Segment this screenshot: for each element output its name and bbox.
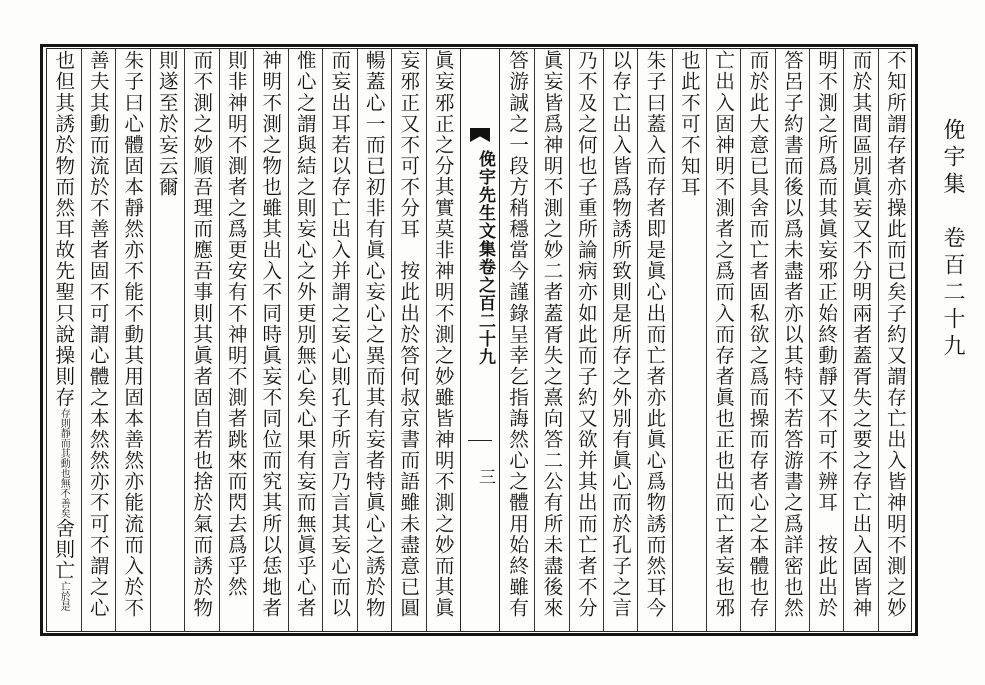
column-rule bbox=[706, 48, 707, 632]
column-rule bbox=[603, 48, 604, 632]
column-rule bbox=[426, 48, 427, 632]
text-column bbox=[534, 50, 570, 630]
column-rule bbox=[534, 48, 535, 632]
column-rule bbox=[672, 48, 673, 632]
text-column bbox=[390, 50, 426, 630]
text-column bbox=[843, 50, 879, 630]
column-text: 乃不及之何也子重所論病亦如此而子約又欲并其出而亡者不分 bbox=[574, 50, 598, 619]
text-column bbox=[425, 50, 461, 630]
text-column bbox=[774, 50, 810, 630]
running-head: 俛宇集 卷百二十九 bbox=[940, 118, 965, 361]
text-column bbox=[705, 50, 741, 630]
column-text: 朱子曰蓋入而存者即是眞心出而亡者亦此眞心爲物誘而然耳今 bbox=[643, 50, 667, 619]
text-column bbox=[877, 50, 913, 630]
column-rule bbox=[184, 48, 185, 632]
column-text: 也但其誘於物而然耳故先聖只說操則存 bbox=[52, 50, 76, 408]
column-text: 亡出入固神明不測者之爲而入而存者眞也正也出而亡者妄也邪 bbox=[712, 50, 736, 619]
text-column bbox=[287, 50, 323, 630]
text-column bbox=[808, 50, 844, 630]
column-rule bbox=[878, 48, 879, 632]
leaf-number: 三 bbox=[475, 468, 495, 487]
text-column bbox=[740, 50, 776, 630]
column-text: 暢蓋心一而已初非有眞心妄心之異而其有妄者特眞心之誘於物 bbox=[362, 50, 386, 619]
text-column bbox=[45, 50, 81, 630]
band-divider bbox=[468, 440, 492, 441]
column-rule bbox=[740, 48, 741, 632]
text-column bbox=[149, 50, 185, 630]
column-text: 而不測之妙順吾理而應吾事則其眞者固自若也捨於氣而誘於物 bbox=[190, 50, 214, 619]
column-text: 則遂至於妄云爾 bbox=[155, 50, 179, 198]
column-text: 也此不可不知耳 bbox=[677, 50, 701, 198]
column-text: 答呂子約書而後以爲未盡者亦以其特不若答游書之爲詳密也然 bbox=[780, 50, 804, 619]
column-text: 而於其間區別眞妄又不分明兩者蓋胥失之要之存亡出入固皆神 bbox=[849, 50, 873, 619]
interlinear-note: 存則靜而其動也無不善矣 bbox=[58, 407, 70, 518]
text-column bbox=[671, 50, 707, 630]
interlinear-note: 亡於是 bbox=[58, 581, 70, 612]
column-rule bbox=[322, 48, 323, 632]
column-text: 神明不測之物也雖其出入不同時眞妄不同位而究其所以恁地者 bbox=[259, 50, 283, 619]
column-rule bbox=[115, 48, 116, 632]
column-rule bbox=[219, 48, 220, 632]
text-column bbox=[637, 50, 673, 630]
column-rule bbox=[150, 48, 151, 632]
text-column bbox=[602, 50, 638, 630]
column-text: 善夫其動而流於不善者固不可謂心體之本然然亦不可不謂之心 bbox=[86, 50, 110, 619]
column-text: 不知所謂存者亦操此而已矣子約又謂存亡出入皆神明不測之妙 bbox=[883, 50, 907, 619]
column-rule bbox=[253, 48, 254, 632]
column-rule bbox=[637, 48, 638, 632]
text-column bbox=[499, 50, 535, 630]
column-text: 朱子曰心體固本靜然亦不能不動其用固本善然亦能流而入於不 bbox=[121, 50, 145, 619]
text-column bbox=[114, 50, 150, 630]
column-rule bbox=[775, 48, 776, 632]
text-column bbox=[218, 50, 254, 630]
column-text: 而妄出耳若以存亡出入并謂之妄心則孔子所言乃言其妄心而以 bbox=[328, 50, 352, 619]
column-rule bbox=[809, 48, 810, 632]
column-text: 答游誠之一段方稍穩當今謹錄呈幸乞指誨然心之體用始終雖有 bbox=[506, 50, 530, 619]
text-column bbox=[356, 50, 392, 630]
column-text: 明不測之所爲而其眞妄邪正始終動靜又不可不辨耳 按此出於 bbox=[815, 50, 839, 619]
column-rule bbox=[391, 48, 392, 632]
column-text: 眞妄皆爲神明不測之妙二者蓋胥失之熹向答二公有所未盡後來 bbox=[540, 50, 564, 619]
text-column bbox=[183, 50, 219, 630]
column-rule bbox=[357, 48, 358, 632]
column-text: 以存亡出入皆爲物誘所致則是所存之外別有眞心而於孔子之言 bbox=[609, 50, 633, 619]
column-text: 而於此大意已具舍而亡者固私欲之爲而操而存者心之本體也存 bbox=[746, 50, 770, 619]
band-title: 俛宇先生文集卷之百二十九 bbox=[475, 150, 495, 366]
column-rule bbox=[81, 48, 82, 632]
column-rule bbox=[288, 48, 289, 632]
column-text: 妄邪正又不可不分耳 按此出於答何叔京書而語雖未盡意已圓 bbox=[397, 50, 421, 619]
column-text-tail: 舍則亡 bbox=[52, 517, 76, 582]
text-column bbox=[568, 50, 604, 630]
column-rule bbox=[569, 48, 570, 632]
column-rule bbox=[843, 48, 844, 632]
text-column bbox=[80, 50, 116, 630]
text-column bbox=[252, 50, 288, 630]
column-text: 惟心之謂與結之則妄心之外更別無心矣心果有妄而無眞乎心者 bbox=[293, 50, 317, 619]
column-text: 則非神明不測者之爲更安有不神明不測者跳來而閃去爲乎然 bbox=[224, 50, 248, 598]
text-column bbox=[321, 50, 357, 630]
column-text: 眞妄邪正之分其實莫非神明不測之妙雖皆神明不測之妙而其眞 bbox=[431, 50, 455, 619]
